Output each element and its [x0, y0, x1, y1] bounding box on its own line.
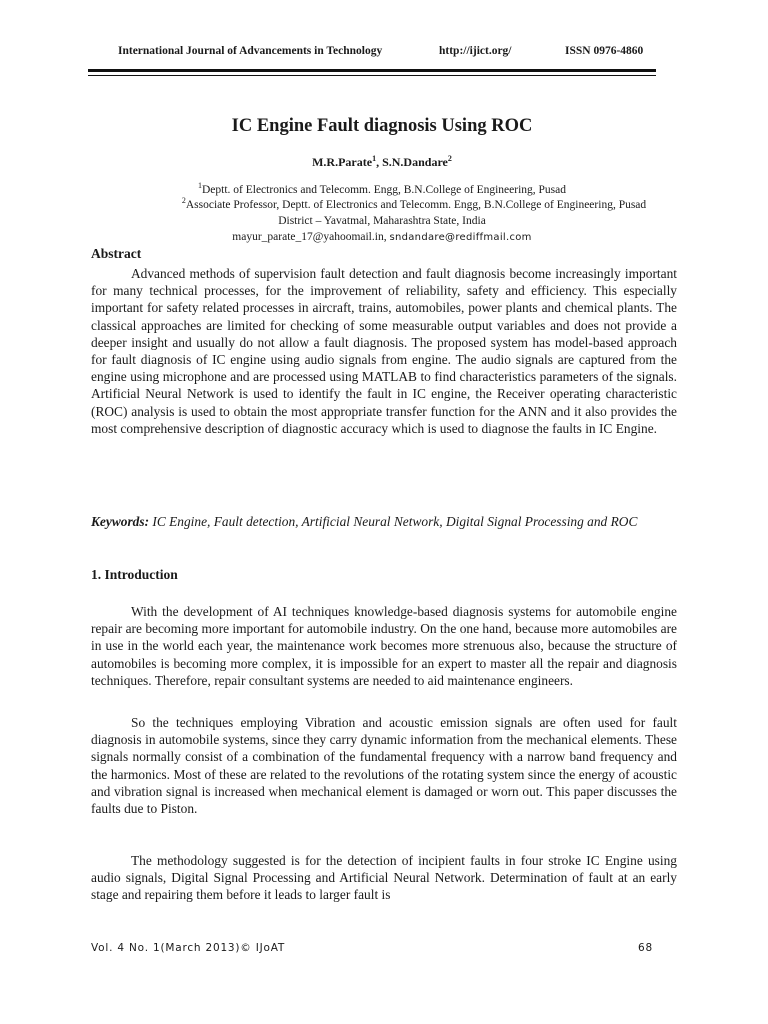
author-1: M.R.Parate [312, 155, 373, 169]
author-2: S.N.Dandare [382, 155, 448, 169]
intro-paragraph-1: With the development of AI techniques knowledge-based diagnosis systems for automobile engine repair are becoming more important for automobile industry. On the one hand, because more automobiles are in use in the world each year, the maintenance work becomes more strenuous also, because the structure of automobiles is becoming more complex, it is impossible for an expert to master all the repair and diagnosis techniques. Therefore, repair consultant systems are needed to aid maintenance engineers. [91, 604, 677, 688]
paper-title: IC Engine Fault diagnosis Using ROC [231, 116, 533, 136]
email-1[interactable]: mayur_parate_17@yahoomail.in, [232, 231, 390, 243]
author-line [88, 155, 676, 170]
journal-url[interactable]: http://ijict.org/ [439, 45, 512, 57]
header-rule-thick [88, 69, 656, 72]
abstract-heading: Abstract [91, 246, 142, 261]
author-separator: , [376, 155, 383, 169]
affiliation-1-sup: 1 [197, 181, 202, 191]
running-header [118, 45, 652, 61]
introduction-heading: 1. Introduction [91, 567, 178, 582]
affiliation-2 [140, 198, 688, 213]
footer-volume: Vol. 4 No. 1(March 2013)© IJoAT [91, 942, 286, 954]
page-number: 68 [638, 942, 653, 954]
keywords [91, 513, 677, 530]
header-rule-thin [88, 75, 656, 76]
keywords-label: Keywords: [91, 514, 150, 529]
author-2-sup: 2 [447, 154, 452, 163]
page-footer [91, 942, 653, 958]
affiliation-1-text: Deptt. of Electronics and Telecomm. Engg, B.N.College of Engineering, Pusad [201, 184, 567, 196]
affiliation-2-sup: 2 [181, 196, 186, 206]
author-emails [88, 230, 676, 245]
affiliation-1 [88, 183, 676, 198]
intro-paragraph-2: So the techniques employing Vibration and acoustic emission signals are often used for fault diagnosis in automobile systems, since they carry dynamic information from the mechanical elements. These signals normally consist of a combination of the fundamental frequency with a narrow band frequency and the harmonics. Most of these are related to the revolutions of the rotating system since the energy of acoustic and vibration signal is increased when mechanical element is damaged or worn out. This paper discusses the faults due to Piston. [91, 715, 677, 817]
issn: ISSN 0976-4860 [565, 45, 644, 57]
affiliation-location: District – Yavatmal, Maharashtra State, India [278, 215, 486, 227]
intro-paragraph-3: The methodology suggested is for the detection of incipient faults in four stroke IC Engine using audio signals, Digital Signal Processing and Artificial Neural Network. Determination of fault at an early stage and repairing them before it leads to larger fault is [91, 853, 677, 903]
keywords-text: IC Engine, Fault detection, Artificial Neural Network, Digital Signal Processing and ROC [149, 514, 638, 529]
author-1-sup: 1 [372, 154, 377, 163]
abstract-text: Advanced methods of supervision fault detection and fault diagnosis become increasingly important for many technical processes, for the improvement of reliability, safety and efficiency. This especially important for safety related processes in aircraft, trains, automobiles, power plants and chemical plants. The classical approaches are limited for checking of some measurable output variables and does not provide a deeper insight and usually do not allow a fault diagnosis. The proposed system has model-based approach for fault diagnosis of IC engine using audio signals from engine. The audio signals are captured from the engine using microphone and are processed using MATLAB to find characteristics parameters of the signals. Artificial Neural Network is used to identify the fault in IC engine, the Receiver operating characteristic (ROC) analysis is used to obtain the most appropriate transfer function for the ANN and it also provides the most comprehensive description of diagnostic accuracy which is used to diagnose the faults in IC Engine. [91, 266, 677, 436]
journal-name: International Journal of Advancements in Technology [118, 45, 383, 57]
email-2[interactable]: sndandare@rediffmail.com [389, 232, 532, 243]
affiliation-2-text: Associate Professor, Deptt. of Electronics and Telecomm. Engg, B.N.College of Engineering, Pusad [185, 199, 647, 211]
